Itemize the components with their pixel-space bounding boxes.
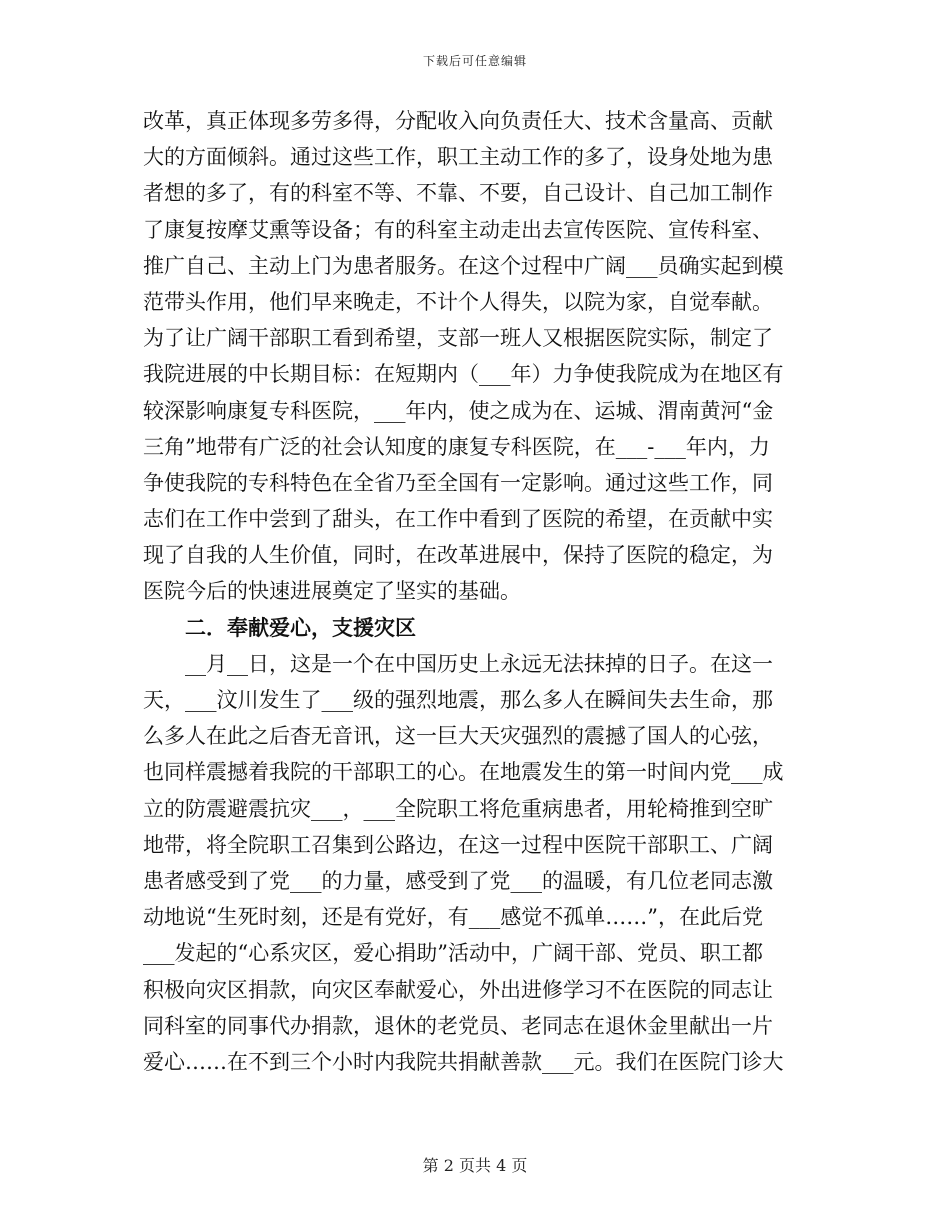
page-header: 下载后可任意编辑	[422, 54, 527, 68]
body-line: 志们在工作中尝到了甜头，在工作中看到了医院的希望，在贡献中实	[143, 507, 773, 532]
body-line: __月__日，这是一个在中国历史上永远无法抹掉的日子。在这一	[185, 651, 773, 676]
body-line: 动地说“生死时刻，还是有党好，有___感觉不孤单……”，在此后党	[143, 905, 763, 930]
body-line: 较深影响康复专科医院，___年内，使之成为在、运城、渭南黄河“金	[143, 398, 774, 423]
body-line: 爱心……在不到三个小时内我院共捐献善款___元。我们在医院门诊大	[143, 1049, 784, 1074]
body-line: 我院进展的中长期目标：在短期内（___年）力争使我院成为在地区有	[143, 362, 784, 387]
body-line: 了康复按摩艾熏等设备；有的科室主动走出去宣传医院、宣传科室、	[143, 217, 773, 242]
body-line: 同科室的同事代办捐款，退休的老党员、老同志在退休金里献出一片	[143, 1013, 773, 1038]
body-line: 积极向灾区捐款，向灾区奉献爱心，外出进修学习不在医院的同志让	[143, 977, 773, 1002]
body-line: 改革，真正体现多劳多得，分配收入向负责任大、技术含量高、贡献	[143, 109, 773, 133]
body-line: 者想的多了，有的科室不等、不靠、不要，自己设计、自己加工制作	[143, 181, 773, 206]
section-heading: 二．奉献爱心，支援灾区	[185, 614, 416, 640]
body-line: 推广自己、主动上门为患者服务。在这个过程中广阔___员确实起到模	[143, 253, 784, 278]
body-line: 么多人在此之后杳无音讯，这一巨大天灾强烈的震撼了国人的心弦，	[143, 724, 773, 749]
body-line: 医院今后的快速进展奠定了坚实的基础。	[143, 579, 521, 604]
body-line: 范带头作用，他们早来晚走，不计个人得失，以院为家，自觉奉献。	[143, 289, 773, 314]
body-line: 为了让广阔干部职工看到希望，支部一班人又根据医院实际，制定了	[143, 326, 773, 351]
body-line: 地带，将全院职工召集到公路边，在这一过程中医院干部职工、广阔	[143, 832, 773, 857]
body-line: 天，___汶川发生了___级的强烈地震，那么多人在瞬间失去生命，那	[143, 688, 773, 712]
body-line: 大的方面倾斜。通过这些工作，职工主动工作的多了，设身处地为患	[143, 145, 773, 170]
body-line: 争使我院的专科特色在全省乃至全国有一定影响。通过这些工作，同	[143, 470, 773, 495]
body-line: 现了自我的人生价值，同时，在改革进展中，保持了医院的稳定，为	[143, 543, 773, 568]
body-line: ___发起的“心系灾区，爱心捐助”活动中，广阔干部、党员、职工都	[143, 941, 763, 966]
document-body	[143, 103, 805, 1080]
body-line: 立的防震避震抗灾___，___全院职工将危重病患者，用轮椅推到空旷	[143, 796, 773, 821]
body-line: 患者感受到了党___的力量，感受到了党___的温暖，有几位老同志激	[143, 868, 773, 893]
page-footer: 第 2 页共 4 页	[422, 1156, 528, 1175]
body-line: 三角”地带有广泛的社会认知度的康复专科医院，在___-___年内，力	[143, 434, 770, 459]
body-line: 也同样震撼着我院的干部职工的心。在地震发生的第一时间内党___成	[143, 760, 784, 785]
